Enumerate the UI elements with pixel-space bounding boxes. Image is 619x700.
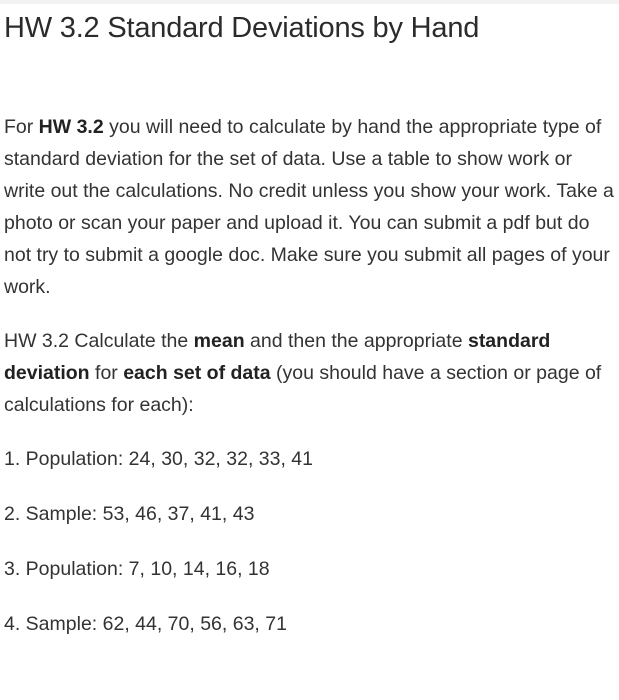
- instruction-text-2: and then the appropriate: [244, 330, 468, 352]
- intro-bold-hw: HW 3.2: [38, 116, 104, 138]
- instruction-paragraph: [4, 325, 615, 421]
- intro-paragraph: [4, 111, 615, 303]
- instruction-text-4: (you should have a section or page of calculations for each):: [4, 362, 602, 416]
- page-title: HW 3.2 Standard Deviations by Hand: [4, 12, 480, 44]
- dataset-item-3: 3. Population: 7, 10, 14, 16, 18: [4, 558, 270, 580]
- dataset-item-1: 1. Population: 24, 30, 32, 32, 33, 41: [4, 448, 313, 470]
- instruction-text-1: HW 3.2 Calculate the: [4, 330, 194, 352]
- instruction-bold-each-set: each set of data: [123, 362, 271, 384]
- dataset-item-4: 4. Sample: 62, 44, 70, 56, 63, 71: [4, 613, 287, 635]
- intro-lead: For: [4, 116, 39, 138]
- instruction-bold-sd: standard deviation: [4, 330, 551, 384]
- dataset-item-2: 2. Sample: 53, 46, 37, 41, 43: [4, 503, 255, 525]
- instruction-bold-mean: mean: [193, 330, 245, 352]
- intro-rest: you will need to calculate by hand the appropriate type of standard deviation for the set of data. Use a table to show work or write out the calculations. No credit unless you show your work. Take a photo or scan your paper and upload it. You can submit a pdf but do not try to submit a google doc. Make sure you submit all pages of your work.: [4, 116, 614, 298]
- instruction-text-3: for: [89, 362, 124, 384]
